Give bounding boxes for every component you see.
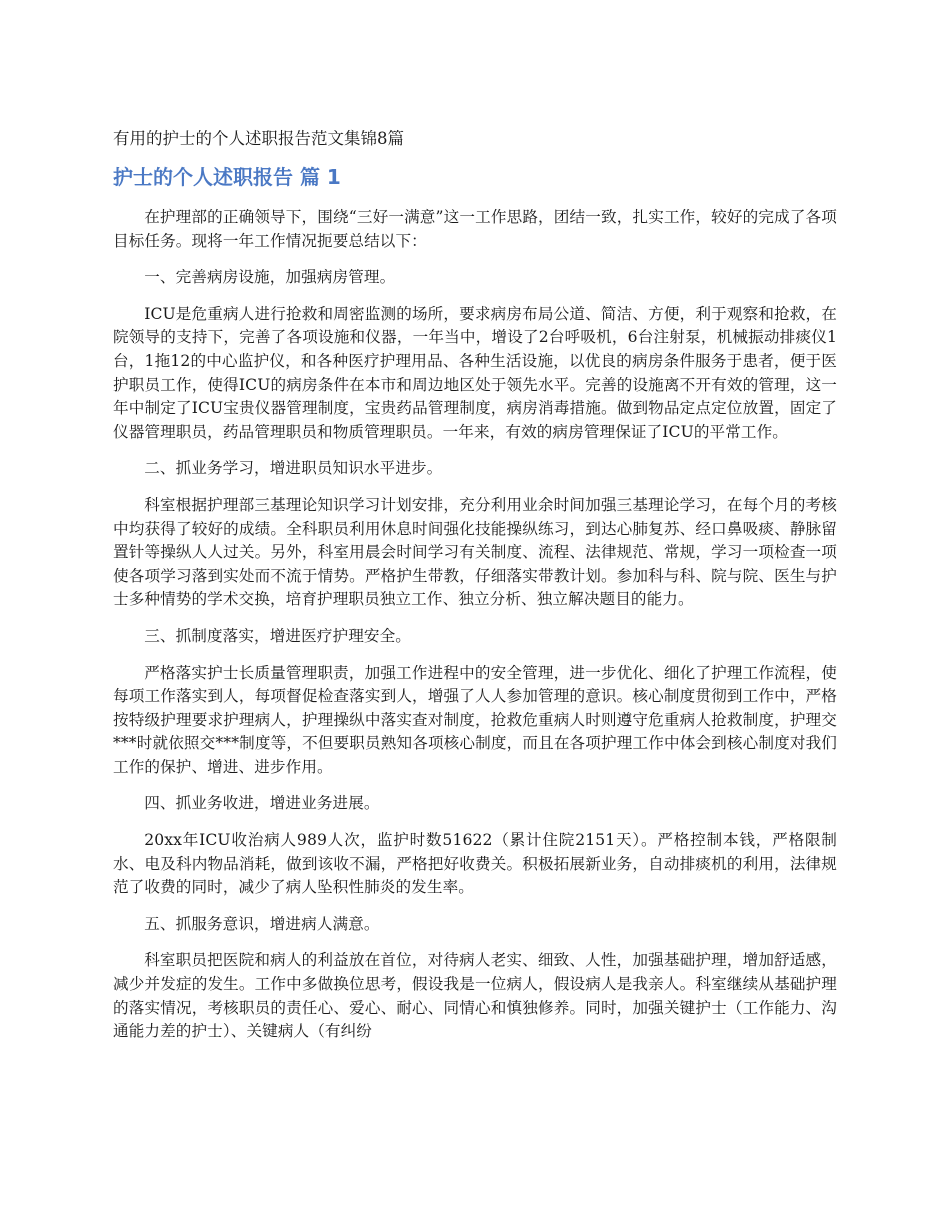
point-heading-2: 二、抓业务学习，增进职员知识水平进步。 xyxy=(144,459,443,478)
point-heading-3: 三、抓制度落实，增进医疗护理安全。 xyxy=(144,626,411,645)
point-heading-1: 一、完善病房设施，加强病房管理。 xyxy=(144,268,396,287)
point-heading-5: 五、抓服务意识，增进病人满意。 xyxy=(144,914,380,933)
point-heading-4: 四、抓业务收进，增进业务进展。 xyxy=(144,794,380,813)
body-paragraph-5: 科室职员把医院和病人的利益放在首位，对待病人老实、细致、人性，加强基础护理，增加舒适感，减少并发症的发生。工作中多做换位思考，假设我是一位病人，假设病人是我亲人。科室继续从基础护理的落实情况，考核职员的责任心、爱心、耐心、同情心和慎独修养。同时，加强关键护士（工作能力、沟通能力差的护士）、关键病人（有纠纷 xyxy=(113,951,837,1041)
intro-paragraph: 在护理部的正确领导下，围绕“三好一满意”这一工作思路，团结一致，扎实工作，较好的完成了各项目标任务。现将一年工作情况扼要总结以下： xyxy=(113,208,837,250)
document-body xyxy=(113,126,837,1057)
body-paragraph-2: 科室根据护理部三基理论知识学习计划安排，充分利用业余时间加强三基理论学习，在每个月的考核中均获得了较好的成绩。全科职员利用休息时间强化技能操纵练习，到达心肺复苏、经口鼻吸痰、静脉留置针等操纵人人过关。另外，科室用晨会时间学习有关制度、流程、法律规范、常规，学习一项检查一项使各项学习落到实处而不流于情势。严格护生带教，仔细落实带教计划。参加科与科、院与院、医生与护士多种情势的学术交换，培育护理职员独立工作、独立分析、独立解决题目的能力。 xyxy=(113,495,837,609)
section-heading: 护士的个人述职报告 篇 1 xyxy=(113,165,341,189)
document-title: 有用的护士的个人述职报告范文集锦8篇 xyxy=(113,129,404,148)
body-paragraph-1: ICU是危重病人进行抢救和周密监测的场所，要求病房布局公道、简洁、方便，利于观察和抢救，在院领导的支持下，完善了各项设施和仪器，一年当中，增设了2台呼吸机，6台注射泵，机械振动排痰仪1台，1拖12的中心监护仪，和各种医疗护理用品、各种生活设施，以优良的病房条件服务于患者，便于医护职员工作，使得ICU的病房条件在本市和周边地区处于领先水平。完善的设施离不开有效的管理，这一年中制定了ICU宝贵仪器管理制度，宝贵药品管理制度，病房消毒措施。做到物品定点定位放置，固定了仪器管理职员，药品管理职员和物质管理职员。一年来，有效的病房管理保证了ICU的平常工作。 xyxy=(113,304,837,441)
body-paragraph-3: 严格落实护士长质量管理职责，加强工作进程中的安全管理，进一步优化、细化了护理工作流程，使每项工作落实到人，每项督促检查落实到人，增强了人人参加管理的意识。核心制度贯彻到工作中，严格按特级护理要求护理病人，护理操纵中落实查对制度，抢救危重病人时则遵守危重病人抢救制度，护理交***时就依照交***制度等，不但要职员熟知各项核心制度，而且在各项护理工作中体会到核心制度对我们工作的保护、增进、进步作用。 xyxy=(113,663,837,776)
body-paragraph-4: 20xx年ICU收治病人989人次，监护时数51622（累计住院2151天）。严格控制本钱，严格限制水、电及科内物品消耗，做到该收不漏，严格把好收费关。积极拓展新业务，自动排痰机的利用，法律规范了收费的同时，减少了病人坠积性肺炎的发生率。 xyxy=(113,831,837,897)
